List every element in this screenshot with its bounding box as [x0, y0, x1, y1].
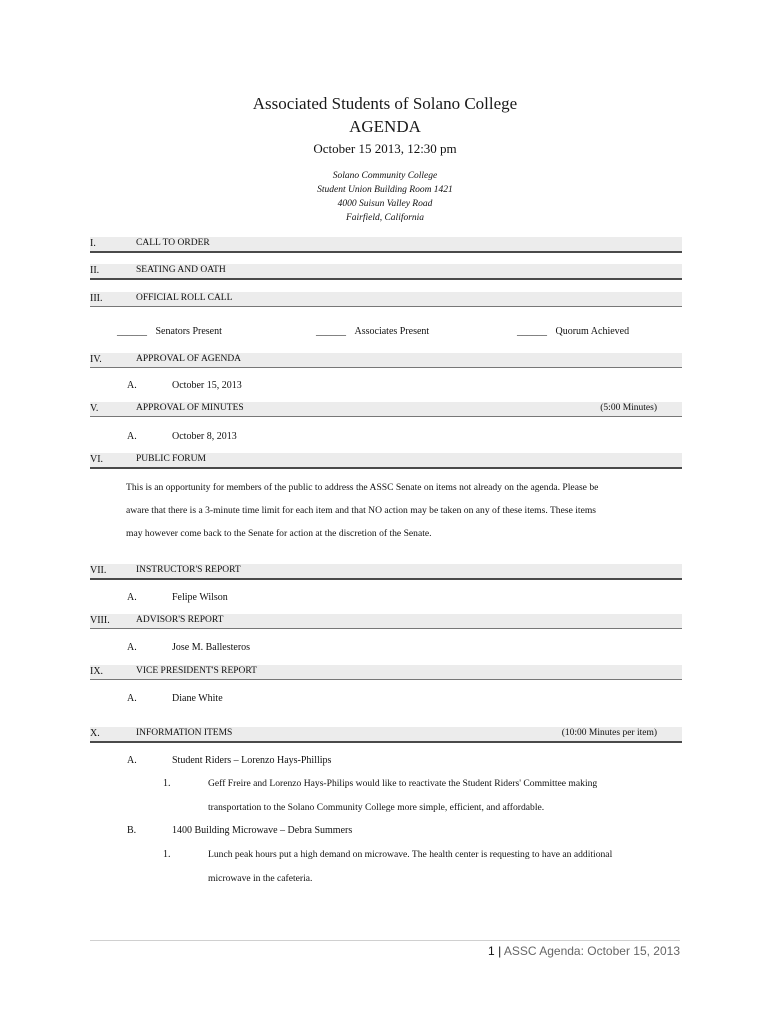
section-number: IV.: [90, 354, 102, 365]
info-item-microwave: 1400 Building Microwave – Debra Summers: [172, 825, 353, 836]
info-item-detail: Lunch peak hours put a high demand on microwave. The health center is requesting to have an additional: [208, 849, 613, 860]
section-number: I.: [90, 238, 96, 249]
page-footer: [488, 944, 680, 958]
advisor-name: Jose M. Ballesteros: [172, 642, 251, 653]
section-number: VI.: [90, 454, 104, 465]
blank-line: ______: [517, 326, 547, 337]
info-item-student-riders: Student Riders – Lorenzo Hays-Phillips: [172, 755, 332, 766]
blank-line: ______: [117, 326, 147, 337]
page-number: 1: [488, 944, 495, 958]
section-rule: [90, 467, 682, 469]
section-number: VII.: [90, 565, 107, 576]
roll-call-associates: [316, 326, 429, 337]
section-advisors-report: ADVISOR'S REPORT: [136, 615, 224, 625]
meeting-date: October 15 2013, 12:30 pm: [313, 141, 457, 156]
blank-line: ______: [316, 326, 346, 337]
section-number: III.: [90, 293, 103, 304]
section-rule: [90, 628, 682, 629]
section-rule: [90, 251, 682, 253]
section-rule: [90, 578, 682, 580]
footer-text: ASSC Agenda: October 15, 2013: [503, 944, 680, 958]
roll-call-senators: [117, 326, 222, 337]
item-label: B.: [127, 825, 137, 836]
section-rule: [90, 278, 682, 280]
associates-present-label: Associates Present: [354, 326, 430, 337]
location-line: Fairfield, California: [345, 213, 425, 223]
item-label: A.: [127, 693, 137, 704]
section-rule: [90, 367, 682, 368]
item-label: A.: [127, 380, 137, 391]
info-item-detail: Geff Freire and Lorenzo Hays-Philips would like to reactivate the Student Riders' Committee making: [208, 778, 598, 789]
section-seating-and-oath: SEATING AND OATH: [136, 265, 226, 275]
section-number: VIII.: [90, 615, 110, 626]
item-label: A.: [127, 642, 137, 653]
section-number: IX.: [90, 666, 104, 677]
section-approval-of-agenda: APPROVAL OF AGENDA: [136, 354, 242, 364]
section-information-items: INFORMATION ITEMS: [136, 728, 233, 738]
minutes-item-date: October 8, 2013: [172, 431, 237, 442]
item-label: A.: [127, 592, 137, 603]
roll-call-quorum: [517, 326, 629, 337]
sub-item-label: 1.: [163, 778, 171, 789]
agenda-item-date: October 15, 2013: [172, 380, 242, 391]
section-rule: [90, 741, 682, 743]
time-allotment: (5:00 Minutes): [600, 403, 657, 413]
instructor-name: Felipe Wilson: [172, 592, 228, 603]
item-label: A.: [127, 431, 137, 442]
public-forum-text: aware that there is a 3-minute time limit for each item and that NO action may be taken on any of these items. These items: [126, 505, 597, 516]
senators-present-label: Senators Present: [155, 326, 222, 337]
public-forum-text: may however come back to the Senate for action at the discretion of the Senate.: [126, 528, 432, 539]
section-roll-call: OFFICIAL ROLL CALL: [136, 293, 233, 303]
section-number: X.: [90, 728, 100, 739]
section-approval-of-minutes: APPROVAL OF MINUTES: [136, 403, 244, 413]
section-rule: [90, 679, 682, 680]
sub-item-label: 1.: [163, 849, 171, 860]
agenda-heading: AGENDA: [349, 117, 421, 136]
footer-rule: [90, 940, 680, 941]
time-allotment: (10:00 Minutes per item): [561, 728, 657, 738]
section-rule: [90, 416, 682, 417]
location-line: Student Union Building Room 1421: [317, 185, 453, 195]
section-rule: [90, 306, 682, 307]
section-call-to-order: CALL TO ORDER: [136, 238, 210, 248]
section-instructors-report: INSTRUCTOR'S REPORT: [136, 565, 241, 575]
item-label: A.: [127, 755, 137, 766]
footer-separator: |: [498, 944, 502, 958]
section-number: V.: [90, 403, 99, 414]
section-public-forum: PUBLIC FORUM: [136, 454, 206, 464]
section-vice-presidents-report: VICE PRESIDENT'S REPORT: [136, 666, 257, 676]
vice-president-name: Diane White: [172, 693, 223, 704]
info-item-detail: transportation to the Solano Community College more simple, efficient, and affordable.: [208, 802, 545, 813]
quorum-achieved-label: Quorum Achieved: [555, 326, 630, 337]
section-number: II.: [90, 265, 100, 276]
location-line: Solano Community College: [332, 171, 438, 181]
info-item-detail: microwave in the cafeteria.: [208, 873, 313, 884]
document-title: Associated Students of Solano College: [252, 94, 518, 113]
public-forum-text: This is an opportunity for members of the public to address the ASSC Senate on items not already on the agenda. Please be: [126, 482, 599, 493]
location-line: 4000 Suisun Valley Road: [337, 199, 433, 209]
